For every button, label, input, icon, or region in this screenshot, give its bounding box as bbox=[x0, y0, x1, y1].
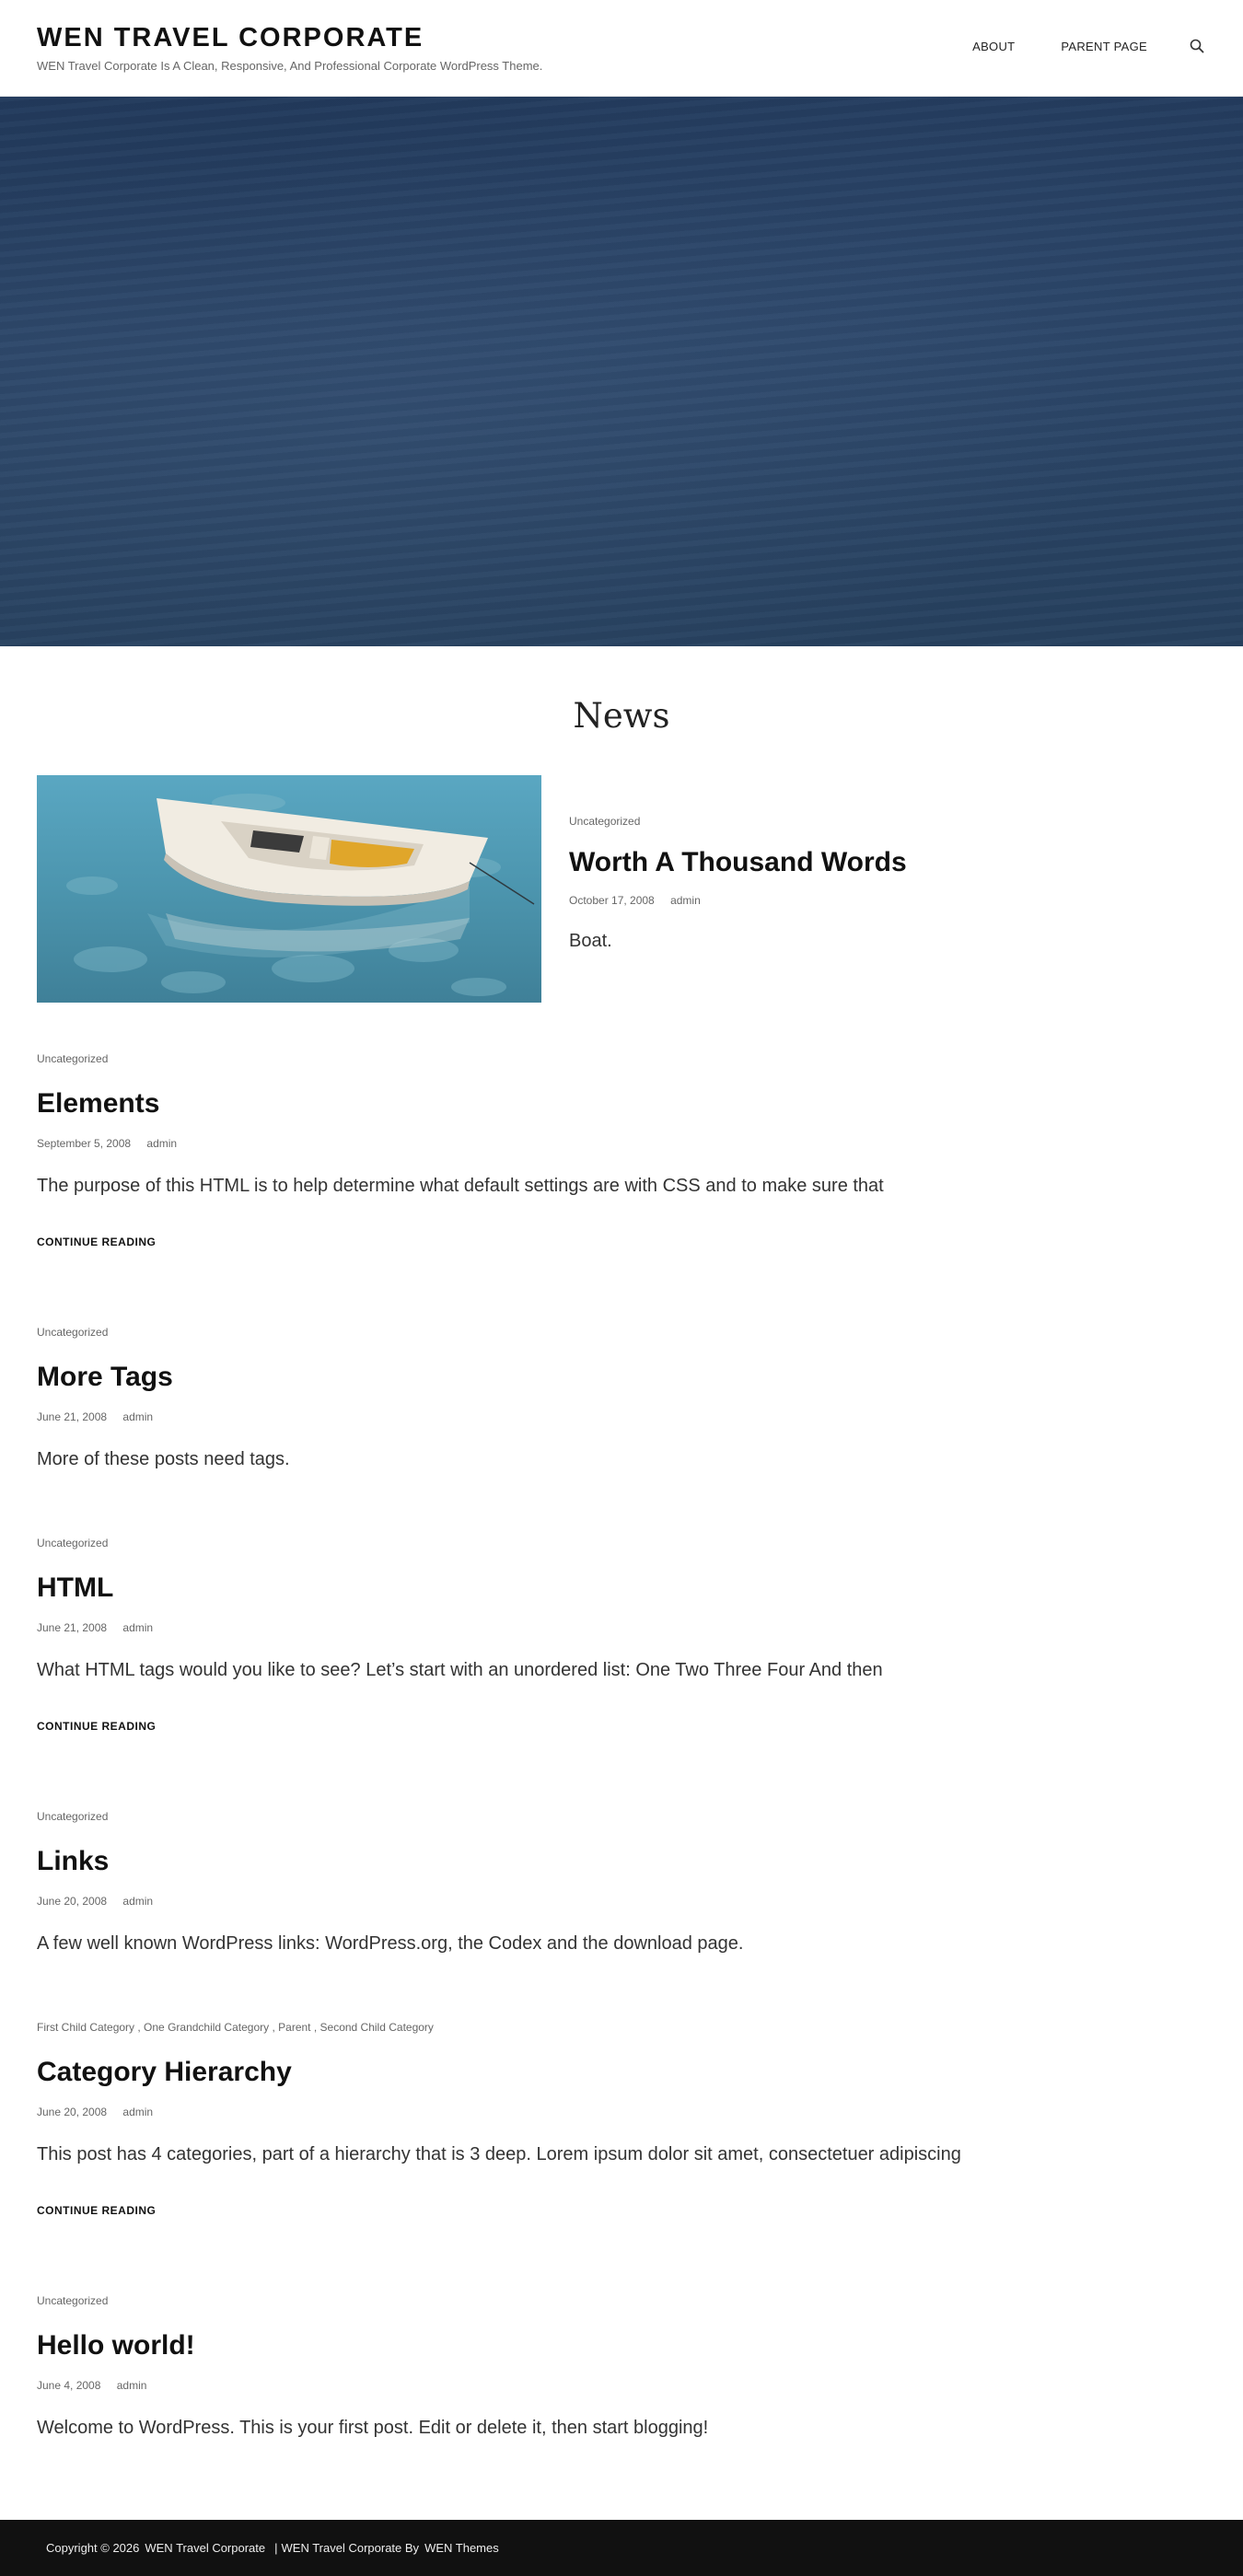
category-link[interactable]: Uncategorized bbox=[37, 1537, 109, 1549]
post-meta bbox=[569, 893, 1167, 908]
post-author[interactable]: admin bbox=[122, 1621, 154, 1634]
category-link-second-child[interactable]: Second Child Category bbox=[319, 2021, 434, 2034]
category-link[interactable]: Uncategorized bbox=[37, 2294, 109, 2307]
post-date[interactable]: June 21, 2008 bbox=[37, 1410, 108, 1423]
footer-site-link[interactable]: WEN Travel Corporate bbox=[145, 2541, 266, 2555]
site-title[interactable]: WEN TRAVEL CORPORATE bbox=[37, 23, 424, 52]
hero-banner bbox=[0, 97, 1243, 646]
post-category bbox=[37, 1325, 1206, 1340]
post-author[interactable]: admin bbox=[670, 894, 701, 907]
post-item bbox=[37, 1809, 1206, 1956]
post-meta bbox=[37, 1136, 1206, 1151]
post-title[interactable]: Links bbox=[37, 1846, 110, 1876]
post-excerpt: This post has 4 categories, part of a hierarchy that is 3 deep. Lorem ipsum dolor sit amet, consectetuer adipiscing bbox=[37, 2144, 961, 2164]
post-meta bbox=[37, 2105, 1206, 2119]
footer-credit-text: WEN Travel Corporate By bbox=[281, 2541, 420, 2555]
category-link-first-child[interactable]: First Child Category bbox=[37, 2021, 135, 2034]
continue-reading-link[interactable]: CONTINUE READING bbox=[37, 1720, 157, 1733]
post-author[interactable]: admin bbox=[116, 2379, 147, 2392]
post-title[interactable]: Elements bbox=[37, 1088, 160, 1119]
post-date[interactable]: October 17, 2008 bbox=[569, 894, 655, 907]
post-item bbox=[37, 2020, 1206, 2219]
footer-copyright: Copyright © 2026 bbox=[46, 2541, 140, 2555]
footer-credit-link[interactable]: WEN Themes bbox=[424, 2541, 499, 2555]
post-excerpt: Welcome to WordPress. This is your first post. Edit or delete it, then start blogging! bbox=[37, 2418, 709, 2438]
category-link[interactable]: Uncategorized bbox=[569, 815, 641, 828]
continue-reading-link[interactable]: CONTINUE READING bbox=[37, 1236, 157, 1248]
category-separator: , bbox=[134, 2021, 145, 2034]
post-author[interactable]: admin bbox=[122, 2106, 154, 2118]
post-excerpt: More of these posts need tags. bbox=[37, 1449, 290, 1469]
category-separator: , bbox=[310, 2021, 320, 2034]
post-title[interactable]: HTML bbox=[37, 1572, 114, 1603]
post-item bbox=[37, 2293, 1206, 2441]
post-date[interactable]: September 5, 2008 bbox=[37, 1137, 132, 1150]
section-title: News bbox=[573, 696, 670, 736]
nav-item-parent-page[interactable]: PARENT PAGE bbox=[1061, 39, 1147, 53]
category-link-one-grandchild[interactable]: One Grandchild Category bbox=[144, 2021, 270, 2034]
post-author[interactable]: admin bbox=[122, 1895, 154, 1908]
post-excerpt: The purpose of this HTML is to help determine what default settings are with CSS and to make sure that bbox=[37, 1176, 884, 1196]
hero-background-texture bbox=[0, 97, 1243, 646]
post-title[interactable]: Worth A Thousand Words bbox=[569, 847, 907, 877]
post-category bbox=[37, 1809, 1206, 1824]
post-title[interactable]: Hello world! bbox=[37, 2330, 195, 2361]
news-section bbox=[0, 646, 1243, 2520]
site-tagline: WEN Travel Corporate Is A Clean, Responsive, And Professional Corporate WordPress Theme. bbox=[37, 59, 543, 73]
post-meta bbox=[37, 1620, 1206, 1635]
post-item bbox=[37, 1325, 1206, 1472]
featured-post bbox=[569, 775, 1167, 954]
post-excerpt: What HTML tags would you like to see? Let’s start with an unordered list: One Two Three Four And then bbox=[37, 1660, 883, 1680]
post-excerpt: Boat. bbox=[569, 931, 612, 951]
footer-separator: | bbox=[274, 2541, 278, 2555]
post-date[interactable]: June 20, 2008 bbox=[37, 2106, 108, 2118]
search-icon[interactable] bbox=[1188, 37, 1206, 55]
post-excerpt: A few well known WordPress links: WordPress.org, the Codex and the download page. bbox=[37, 1933, 744, 1954]
post-meta bbox=[37, 1410, 1206, 1424]
post-category-list bbox=[37, 2020, 1206, 2035]
post-item bbox=[37, 1051, 1206, 1250]
post-category bbox=[37, 1536, 1206, 1550]
post-meta bbox=[37, 1894, 1206, 1909]
nav-item-about[interactable]: ABOUT bbox=[972, 39, 1016, 53]
site-footer bbox=[0, 2520, 1243, 2576]
post-author[interactable]: admin bbox=[146, 1137, 178, 1150]
category-separator: , bbox=[269, 2021, 279, 2034]
post-author[interactable]: admin bbox=[122, 1410, 154, 1423]
post-category bbox=[37, 1051, 1206, 1066]
category-link[interactable]: Uncategorized bbox=[37, 1810, 109, 1823]
post-meta bbox=[37, 2378, 1206, 2393]
post-date[interactable]: June 20, 2008 bbox=[37, 1895, 108, 1908]
category-link[interactable]: Uncategorized bbox=[37, 1326, 109, 1339]
boat-image[interactable] bbox=[37, 775, 541, 1003]
category-link-parent[interactable]: Parent bbox=[278, 2021, 311, 2034]
post-category bbox=[569, 814, 1167, 829]
post-date[interactable]: June 21, 2008 bbox=[37, 1621, 108, 1634]
continue-reading-link[interactable]: CONTINUE READING bbox=[37, 2204, 157, 2217]
category-link[interactable]: Uncategorized bbox=[37, 1052, 109, 1065]
post-date[interactable]: June 4, 2008 bbox=[37, 2379, 101, 2392]
site-branding bbox=[37, 22, 542, 74]
site-header bbox=[0, 0, 1243, 97]
post-title[interactable]: Category Hierarchy bbox=[37, 2057, 292, 2087]
post-title[interactable]: More Tags bbox=[37, 1362, 173, 1392]
post-category bbox=[37, 2293, 1206, 2308]
post-item bbox=[37, 1536, 1206, 1735]
main-navigation bbox=[926, 37, 1206, 55]
